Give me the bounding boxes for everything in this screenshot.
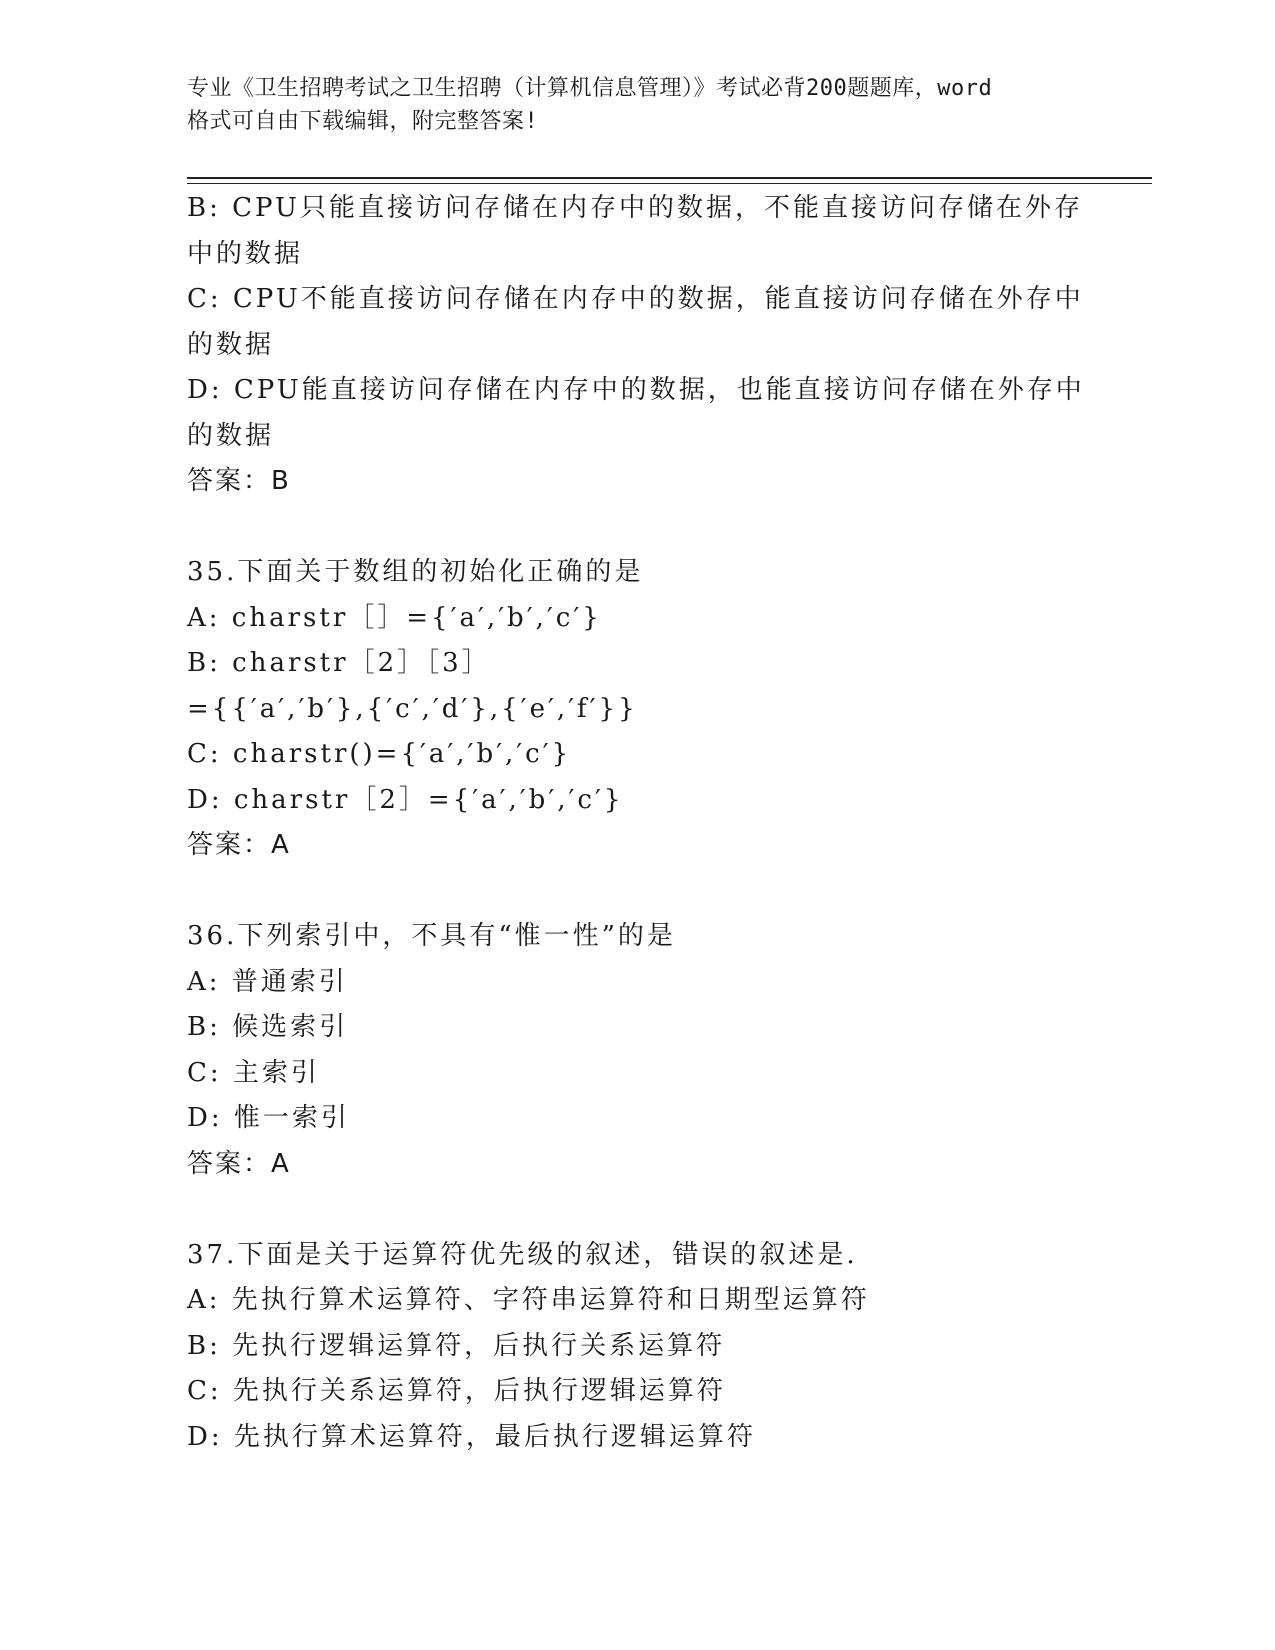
question-36 — [187, 914, 1087, 1187]
question-36-option-b: B: 候选索引 — [187, 1012, 349, 1042]
header-line-1: 专业《卫生招聘考试之卫生招聘（计算机信息管理）》考试必背200题题库，word — [187, 76, 993, 101]
spacer — [187, 869, 1087, 915]
option-b-line-2: 中的数据 — [187, 238, 304, 269]
question-35-text: 35.下面关于数组的初始化正确的是 — [187, 557, 644, 587]
question-35 — [187, 550, 1087, 869]
question-35-option-c: C: charstr()={′a′,′b′,′c′} — [187, 739, 572, 769]
header-line-2: 格式可自由下载编辑，附完整答案! — [187, 109, 539, 134]
question-37-option-c: C: 先执行关系运算符，后执行逻辑运算符 — [187, 1376, 726, 1406]
question-34-continued — [187, 186, 1087, 505]
spacer — [187, 1187, 1087, 1233]
question-36-text: 36.下列索引中，不具有“惟一性”的是 — [187, 921, 676, 951]
option-c-line-1: C: CPU不能直接访问存储在内存中的数据，能直接访问存储在外存中 — [187, 284, 1084, 314]
answer-34: 答案：B — [187, 466, 291, 496]
question-36-option-a: A: 普通索引 — [187, 966, 348, 997]
answer-35: 答案：A — [187, 830, 291, 860]
header-divider-top — [187, 177, 1152, 179]
question-35-option-d: D: charstr［2］={′a′,′b′,′c′} — [187, 784, 624, 815]
question-35-option-a: A: charstr［］={′a′,′b′,′c′} — [187, 602, 602, 633]
question-35-option-b-line-2: ={{′a′,′b′},{′c′,′d′},{′e′,′f′}} — [187, 693, 638, 724]
question-37-option-d: D: 先执行算术运算符，最后执行逻辑运算符 — [187, 1421, 756, 1452]
document-body — [187, 186, 1087, 1460]
answer-36: 答案：A — [187, 1148, 291, 1179]
question-37-option-a: A: 先执行算术运算符、字符串运算符和日期型运算符 — [187, 1285, 870, 1315]
option-d-line-1: D: CPU能直接访问存储在内存中的数据，也能直接访问存储在外存中 — [187, 375, 1085, 405]
question-36-option-d: D: 惟一索引 — [187, 1103, 350, 1133]
option-b-line-1: B: CPU只能直接访问存储在内存中的数据，不能直接访问存储在外存 — [187, 193, 1083, 223]
option-d-line-2: 的数据 — [187, 420, 275, 451]
question-37-text: 37.下面是关于运算符优先级的叙述，错误的叙述是. — [187, 1239, 858, 1270]
spacer — [187, 505, 1087, 551]
header-divider-bottom — [187, 183, 1152, 184]
document-header — [187, 72, 1087, 138]
question-35-option-b-line-1: B: charstr［2］［3］ — [187, 648, 491, 678]
option-c-line-2: 的数据 — [187, 329, 275, 360]
question-36-option-c: C: 主索引 — [187, 1057, 320, 1088]
question-37-option-b: B: 先执行逻辑运算符，后执行关系运算符 — [187, 1330, 726, 1361]
question-37 — [187, 1233, 1087, 1461]
